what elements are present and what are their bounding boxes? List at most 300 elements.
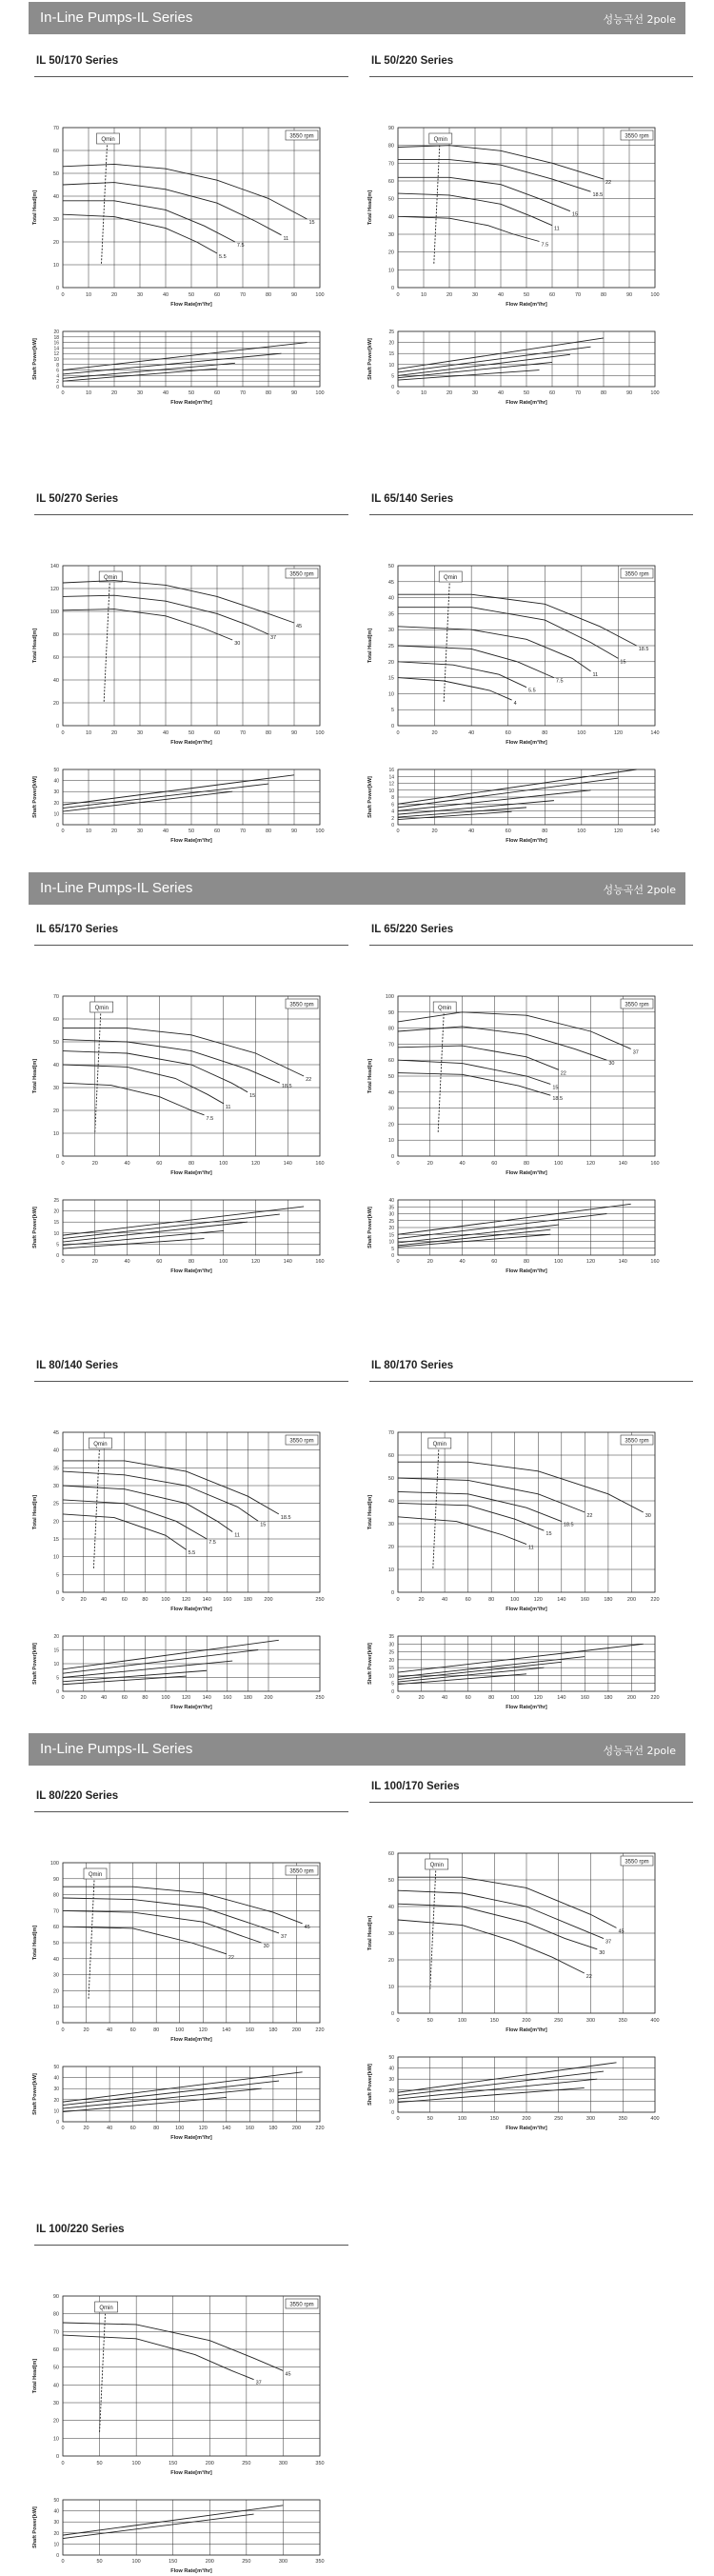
head-curve [398,1517,526,1545]
y-tick-label: 30 [52,1086,59,1091]
power-curve [398,2071,604,2096]
x-tick-label: 250 [554,2018,564,2024]
y-tick-label: 4 [56,373,59,380]
x-tick-label: 60 [121,1695,128,1701]
series-title: IL 80/220 Series [36,1790,119,1802]
series-rule [369,1802,693,1803]
section-banner [29,2,685,34]
y-tick-label: 10 [388,2099,394,2106]
x-tick-label: 20 [80,1597,87,1603]
curve-label: 22 [585,1974,592,1980]
y-tick-label: 40 [387,595,394,602]
curve-label: 15 [571,211,579,218]
y-tick-label: 15 [52,1537,59,1543]
x-tick-label: 200 [522,2018,531,2024]
curve-label: 11 [554,226,560,232]
qmin-line [430,1870,436,1989]
y-tick-label: 30 [388,2077,394,2084]
y-axis-label: Total Head[m] [367,1494,373,1530]
x-axis-label: Flow Rate[m³/hr] [506,1268,547,1274]
x-tick-label: 40 [101,1695,108,1701]
curve-label: 22 [560,1070,566,1077]
y-tick-label: 0 [391,2110,394,2116]
x-tick-label: 180 [268,2027,278,2033]
x-tick-label: 140 [222,2126,231,2131]
rpm-label: 3550 rpm [625,571,649,578]
head-curve [398,1503,544,1530]
x-tick-label: 20 [446,390,453,396]
y-tick-label: 30 [387,628,394,634]
x-tick-label: 80 [600,292,607,298]
series-rule [34,514,348,515]
power-curve [63,775,294,805]
series-rule [34,1381,348,1382]
x-tick-label: 80 [142,1695,149,1701]
x-tick-label: 200 [522,2116,531,2122]
x-tick-label: 100 [315,292,325,298]
qmin-label: Qmin [433,137,447,143]
series-title: IL 65/140 Series [371,493,454,505]
y-axis-label: Shaft Power[kW] [32,776,38,818]
x-tick-label: 20 [426,1259,433,1265]
curve-label: 18.5 [563,1522,574,1528]
y-tick-label: 40 [387,1089,394,1096]
y-tick-label: 20 [387,1545,394,1550]
y-tick-label: 40 [52,1063,59,1068]
y-tick-label: 5 [56,1242,59,1248]
x-tick-label: 350 [315,2559,325,2565]
x-tick-label: 200 [205,2559,214,2565]
rpm-label: 3550 rpm [625,133,649,140]
curve-label: 11 [283,235,289,242]
x-tick-label: 60 [129,2027,136,2033]
x-tick-label: 80 [265,730,272,736]
qmin-label: Qmin [101,137,115,143]
x-tick-label: 20 [91,1161,98,1167]
x-tick-label: 180 [604,1597,613,1603]
x-tick-label: 100 [554,1161,564,1167]
x-tick-label: 80 [488,1695,495,1701]
qmin-line [100,2313,106,2432]
head-chart [358,1427,672,1617]
x-tick-label: 250 [315,1597,325,1603]
y-tick-label: 45 [387,579,394,586]
curve-label: 30 [608,1061,615,1068]
x-tick-label: 100 [650,390,660,396]
power-chart [23,2496,337,2576]
y-tick-label: 30 [387,1522,394,1528]
y-axis-label: Total Head[m] [32,1494,38,1530]
y-tick-label: 40 [52,194,59,200]
head-chart [358,122,672,312]
y-tick-label: 90 [387,1009,394,1016]
rpm-label: 3550 rpm [625,1859,649,1866]
y-tick-label: 0 [390,1154,394,1160]
y-tick-label: 60 [387,1453,394,1459]
y-tick-label: 45 [52,1430,59,1436]
x-tick-label: 100 [161,1695,170,1701]
y-tick-label: 15 [388,1232,394,1239]
rpm-label: 3550 rpm [625,1002,649,1008]
y-tick-label: 30 [387,1106,394,1112]
x-tick-label: 0 [61,1597,65,1603]
x-tick-label: 50 [96,2461,103,2466]
y-tick-label: 4 [391,809,394,815]
qmin-label: Qmin [432,1442,446,1448]
x-tick-label: 200 [291,2027,302,2033]
x-tick-label: 60 [121,1597,128,1603]
y-tick-label: 25 [387,644,394,649]
series-rule [34,1811,348,1812]
y-tick-label: 30 [53,2520,59,2526]
y-tick-label: 30 [387,1931,394,1937]
y-tick-label: 30 [52,1484,59,1489]
y-tick-label: 5 [391,1246,394,1252]
x-tick-label: 120 [533,1695,543,1701]
curve-label: 18.5 [281,1084,292,1090]
x-tick-label: 100 [175,2126,185,2131]
x-axis-label: Flow Rate[m³/hr] [170,400,212,406]
x-tick-label: 0 [61,2559,65,2565]
y-tick-label: 30 [387,232,394,238]
x-tick-label: 180 [268,2126,278,2131]
banner-right-label: 성능곡선 2pole [603,1745,676,1757]
y-tick-label: 15 [388,351,394,358]
y-tick-label: 2 [56,379,59,386]
qmin-box [426,1859,448,1869]
x-tick-label: 0 [396,1161,400,1167]
curve-label: 11 [225,1104,231,1110]
y-tick-label: 10 [52,2005,59,2011]
x-tick-label: 200 [626,1695,637,1701]
x-tick-label: 100 [510,1695,520,1701]
y-tick-label: 50 [387,1878,394,1884]
y-tick-label: 0 [390,724,394,729]
x-tick-label: 20 [83,2126,89,2131]
x-tick-label: 20 [426,1161,433,1167]
plot-frame [63,2500,320,2555]
curve-label: 7.5 [206,1115,214,1122]
x-tick-label: 40 [101,1597,108,1603]
y-tick-label: 0 [55,1154,59,1160]
head-curve [398,160,591,192]
x-tick-label: 140 [650,730,660,736]
x-axis-label: Flow Rate[m³/hr] [170,2470,212,2476]
rpm-box [286,130,318,140]
x-tick-label: 350 [315,2461,325,2466]
x-tick-label: 400 [650,2116,660,2122]
x-tick-label: 80 [265,829,272,834]
x-tick-label: 0 [396,2018,400,2024]
x-tick-label: 80 [523,1161,530,1167]
y-axis-label: Total Head[m] [367,628,373,664]
head-chart [358,990,672,1181]
y-tick-label: 0 [390,286,394,291]
x-tick-label: 40 [162,390,169,396]
x-tick-label: 120 [198,2126,208,2131]
x-tick-label: 90 [290,829,298,834]
x-tick-label: 70 [574,390,582,396]
y-tick-label: 10 [387,1985,394,1990]
banner-right-label: 성능곡선 2pole [603,13,676,26]
rpm-box [286,1435,318,1445]
y-tick-label: 0 [56,823,59,829]
y-tick-label: 16 [388,768,394,773]
curve-label: 37 [632,1049,639,1056]
x-tick-label: 70 [574,292,582,298]
y-tick-label: 25 [388,1649,394,1656]
head-curve [63,1486,232,1532]
series-title: IL 50/220 Series [371,55,454,67]
head-curve [63,609,232,640]
x-tick-label: 60 [505,730,511,736]
x-tick-label: 0 [61,829,65,834]
y-tick-label: 0 [391,1689,394,1695]
y-tick-label: 50 [388,2055,394,2061]
y-tick-label: 20 [388,2087,394,2094]
x-tick-label: 100 [650,292,660,298]
x-tick-label: 60 [213,390,221,396]
x-tick-label: 250 [242,2461,251,2466]
power-curve [63,1214,280,1239]
x-tick-label: 30 [471,390,479,396]
y-tick-label: 60 [52,1017,59,1023]
head-curve [63,1471,258,1521]
x-tick-label: 100 [554,1259,564,1265]
y-tick-label: 80 [52,2311,59,2318]
power-curve [398,1644,644,1672]
power-curve [63,2072,303,2102]
y-tick-label: 60 [52,1925,59,1931]
y-axis-label: Total Head[m] [32,190,38,226]
x-tick-label: 0 [396,2116,400,2122]
y-tick-label: 40 [53,778,59,785]
y-tick-label: 0 [56,2553,59,2559]
x-tick-label: 220 [315,2126,325,2131]
x-tick-label: 60 [465,1597,471,1603]
y-tick-label: 100 [385,994,394,1000]
y-tick-label: 80 [52,1892,59,1899]
y-tick-label: 0 [56,1253,59,1259]
x-tick-label: 250 [315,1695,325,1701]
curve-label: 45 [618,1928,625,1935]
y-axis-label: Shaft Power[kW] [367,1643,373,1685]
y-axis-label: Total Head[m] [32,1925,38,1961]
x-tick-label: 0 [396,1597,400,1603]
x-tick-label: 200 [291,2126,302,2131]
y-tick-label: 20 [53,800,59,807]
y-tick-label: 0 [390,2011,394,2017]
power-chart [23,1632,337,1712]
x-tick-label: 70 [239,390,247,396]
y-tick-label: 15 [388,1666,394,1672]
y-tick-label: 5 [391,1681,394,1687]
x-tick-label: 160 [650,1161,660,1167]
head-curve [398,678,512,701]
qmin-line [433,1449,439,1568]
y-tick-label: 35 [387,611,394,618]
series-rule [34,2245,348,2246]
x-tick-label: 150 [169,2559,178,2565]
x-tick-label: 40 [459,1161,466,1167]
y-tick-label: 40 [387,214,394,221]
curve-label: 4 [513,701,517,708]
x-tick-label: 0 [396,829,400,834]
qmin-box [84,1868,107,1879]
y-tick-label: 80 [387,1026,394,1032]
x-tick-label: 300 [585,2018,596,2024]
x-axis-label: Flow Rate[m³/hr] [170,1170,212,1176]
head-curve [63,164,307,219]
head-curve [398,1904,597,1949]
x-tick-label: 200 [264,1695,273,1701]
curve-label: 30 [645,1513,651,1519]
curve-label: 18.5 [592,192,604,199]
y-tick-label: 0 [55,1590,59,1596]
y-tick-label: 5 [55,1572,59,1579]
y-tick-label: 100 [50,1861,59,1867]
x-tick-label: 150 [169,2461,178,2466]
power-curve [398,769,637,804]
x-tick-label: 0 [396,730,400,736]
x-tick-label: 80 [542,730,548,736]
y-tick-label: 40 [388,2066,394,2072]
rpm-box [621,1856,653,1866]
x-tick-label: 40 [442,1597,448,1603]
x-tick-label: 20 [80,1695,87,1701]
x-tick-label: 0 [61,390,65,396]
banner-title: In-Line Pumps-IL Series [40,880,193,896]
y-tick-label: 40 [52,2383,59,2389]
y-tick-label: 20 [388,1226,394,1231]
x-tick-label: 120 [250,1161,261,1167]
x-tick-label: 300 [278,2559,288,2565]
y-tick-label: 30 [53,789,59,796]
y-tick-label: 50 [52,1941,59,1947]
curve-label: 7.5 [555,678,564,685]
x-tick-label: 50 [523,390,530,396]
x-tick-label: 10 [85,730,92,736]
y-tick-label: 10 [53,357,59,363]
y-tick-label: 40 [53,2508,59,2515]
x-tick-label: 40 [468,829,475,834]
y-axis-label: Shaft Power[kW] [32,2073,38,2115]
x-axis-label: Flow Rate[m³/hr] [506,302,547,308]
x-tick-label: 100 [577,829,586,834]
x-tick-label: 40 [107,2027,113,2033]
qmin-box [428,1438,451,1448]
x-axis-label: Flow Rate[m³/hr] [506,1170,547,1176]
y-tick-label: 12 [53,351,59,358]
x-tick-label: 0 [61,292,65,298]
x-tick-label: 60 [129,2126,136,2131]
curve-label: 11 [528,1545,534,1551]
section-banner [29,1733,685,1766]
head-curve [63,581,294,623]
rpm-label: 3550 rpm [289,1002,314,1008]
y-tick-label: 20 [53,2097,59,2104]
head-curve [63,2335,254,2380]
qmin-label: Qmin [438,1006,452,1011]
x-tick-label: 0 [61,730,65,736]
x-axis-label: Flow Rate[m³/hr] [506,2027,547,2033]
x-tick-label: 50 [523,292,530,298]
curve-label: 45 [285,2371,291,2378]
x-tick-label: 80 [188,1259,195,1265]
x-tick-label: 100 [510,1597,520,1603]
y-tick-label: 15 [53,1220,59,1227]
curve-label: 30 [263,1944,269,1949]
y-tick-label: 0 [55,286,59,291]
x-tick-label: 60 [548,292,556,298]
y-tick-label: 50 [387,1476,394,1482]
x-tick-label: 120 [585,1161,596,1167]
y-tick-label: 0 [55,724,59,729]
x-tick-label: 40 [107,2126,113,2131]
x-axis-label: Flow Rate[m³/hr] [506,400,547,406]
y-axis-label: Shaft Power[kW] [32,338,38,380]
head-chart [23,122,337,312]
head-curve [398,627,591,671]
head-chart [358,1847,672,2038]
y-tick-label: 14 [388,774,394,781]
rpm-box [286,999,318,1008]
y-tick-label: 90 [387,126,394,131]
x-tick-label: 10 [85,390,92,396]
curve-label: 37 [255,2380,262,2386]
x-tick-label: 0 [61,2126,65,2131]
plot-frame [398,1636,655,1691]
x-tick-label: 70 [239,292,247,298]
x-tick-label: 140 [618,1259,627,1265]
y-tick-label: 15 [53,1647,59,1654]
y-tick-label: 35 [52,1466,59,1472]
head-curve [398,1012,631,1049]
x-tick-label: 400 [650,2018,660,2024]
head-curve [63,1500,207,1539]
x-tick-label: 50 [188,292,195,298]
series-rule [369,945,693,946]
head-chart [23,990,337,1181]
x-axis-label: Flow Rate[m³/hr] [506,2126,547,2131]
rpm-label: 3550 rpm [289,571,314,578]
power-curve [63,2514,254,2539]
y-tick-label: 70 [387,1042,394,1048]
series-title: IL 65/220 Series [371,924,454,935]
y-tick-label: 10 [388,1239,394,1246]
power-curve [398,370,540,380]
y-tick-label: 60 [387,1851,394,1857]
curve-label: 22 [586,1513,593,1519]
power-curve [398,1662,562,1679]
qmin-label: Qmin [88,1872,103,1878]
x-tick-label: 250 [242,2559,251,2565]
y-tick-label: 80 [387,143,394,150]
x-tick-label: 100 [219,1161,228,1167]
x-axis-label: Flow Rate[m³/hr] [170,740,212,746]
x-tick-label: 200 [205,2461,214,2466]
x-tick-label: 100 [457,2018,467,2024]
curve-label: 15 [260,1522,267,1528]
y-tick-label: 10 [52,1554,59,1561]
x-tick-label: 120 [182,1695,191,1701]
y-tick-label: 0 [391,385,394,390]
power-curve [398,790,591,811]
y-tick-label: 60 [52,655,59,661]
x-tick-label: 30 [136,292,144,298]
head-chart [23,560,337,750]
y-tick-label: 25 [388,1218,394,1225]
